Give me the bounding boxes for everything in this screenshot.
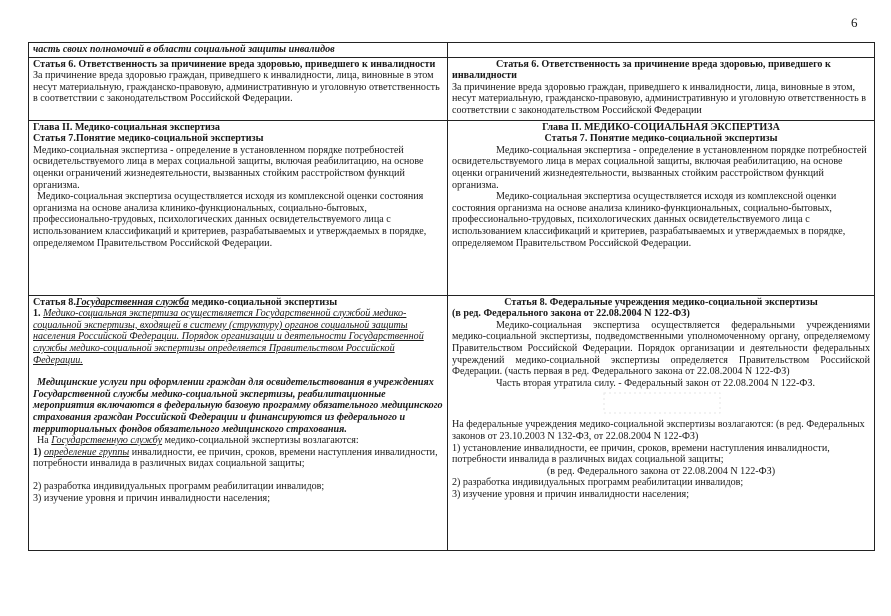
article-8-item-3-old: 3) изучение уровня и причин инвалидности населения; <box>33 492 271 504</box>
article-6-title-new: Статья 6. Ответственность за причинение вреда здоровью, приведшего к инвалидности <box>452 58 831 82</box>
article-8-item-1-new: 1) установление инвалидности, ее причин, сроков, времени наступления инвалидности, потребности инвалида в различных видах социальной защиты; <box>452 442 830 466</box>
cell-old-continuation <box>29 43 448 58</box>
article-8-p2-new: Часть вторая утратила силу. - Федеральный закон от 22.08.2004 N 122-ФЗ. <box>496 377 815 389</box>
article-8-p3-new: На федеральные учреждения медико-социальной экспертизы возлагаются: (в ред. Федеральных законов от 23.10.2003 N 132-ФЗ, от 22.08.2004 N 122-ФЗ) <box>452 419 865 442</box>
table-row <box>29 43 875 58</box>
article-7-p1-old: Медико-социальная экспертиза - определение в установленном порядке потребностей освидетельствуемого лица в мерах социальной защиты, включая реабилитацию, на основе оценки ограничений жизнедеятельности, вызванных стойким расстройством функций организма. <box>33 144 424 191</box>
table-row <box>29 57 875 120</box>
article-8-p2-old: Медицинские услуги при оформлении граждан для освидетельствования в учреждениях Государственной службы медико-социальной экспертизы, реабилитационные мероприятия включаются в федеральную базовую программу обязательного медицинского страхования граждан Российской Федерации и финансируются из федерального и территориальных фондов обязательного медицинского страхования. <box>33 377 443 435</box>
cell-new-continuation <box>448 43 875 58</box>
p3-start: На <box>37 435 52 447</box>
item-1-rest: инвалидности, ее причин, сроков, времени наступления инвалидности, потребности инвалида в различных видах социальной защиты; <box>33 446 438 470</box>
group-term: определение группы <box>43 446 130 458</box>
state-service-term: Государственную службу <box>51 435 163 447</box>
article-8-item-3-new: 3) изучение уровня и причин инвалидности населения; <box>452 488 690 500</box>
faded-stamp <box>452 389 870 419</box>
article-8-title-rest: медико-социальной экспертизы <box>188 296 338 308</box>
article-7-p2-new: Медико-социальная экспертиза осуществляется исходя из комплексной оценки состояния организма на основе анализа клинико-функциональных, социально-бытовых, профессионально-трудовых, психологических данных освидетельствуемого лица с использованием классификаций и критериев, разрабатываемых и утверждаемых в порядке, определяемом Правительством Российской Федерации. <box>452 191 846 249</box>
page-number: 6 <box>851 15 858 30</box>
spacer <box>33 366 443 377</box>
article-8-p3-old <box>33 435 443 447</box>
cell-old-article-6 <box>29 57 448 120</box>
p3-rest: медико-социальной экспертизы возлагаются: <box>162 435 359 447</box>
cell-new-article-8 <box>448 295 875 550</box>
table-row <box>29 295 875 550</box>
comparison-table <box>28 42 875 551</box>
item-number: 1. <box>33 308 44 320</box>
article-8-p1-old <box>33 308 443 366</box>
article-8-item-2-new: 2) разработка индивидуальных программ реабилитации инвалидов; <box>452 477 744 489</box>
article-7-title-old: Статья 7.Понятие медико-социальной экспертизы <box>33 133 264 145</box>
article-6-text-new: За причинение вреда здоровью граждан, приведшего к инвалидности, лица, виновные в этом, несут материальную, гражданско-правовую, административную и уголовную ответственность в соответствии с законодательством Российской Федерации <box>452 81 866 116</box>
cell-new-article-6 <box>448 57 875 120</box>
article-8-title-new: Статья 8. Федеральные учреждения медико-социальной экспертизы <box>504 296 818 308</box>
cell-new-chapter-2 <box>448 120 875 295</box>
item-number: 1) <box>33 446 44 458</box>
article-7-p2-old: Медико-социальная экспертиза осуществляется исходя из комплексной оценки состояния организма на основе анализа клинико-функциональных, социально-бытовых, профессионально-трудовых, психологических данных освидетельствуемого лица с использованием классификаций и критериев, разрабатываемых и утверждаемых в порядке, определяемом Правительством Российской Федерации. <box>33 191 427 249</box>
article-8-p1-text: Медико-социальная экспертиза осуществляется Государственной службой медико-социальной экспертизы, входящей в систему (структуру) органов социальной защиты населения Российской Федерации. Порядок организации и деятельности Государственной службы медико-социальной экспертизы определяется Правительством Российской Федерации. <box>33 308 424 366</box>
article-7-title-new: Статья 7. Понятие медико-социальной экспертизы <box>544 133 778 145</box>
stamp-mark-icon <box>602 389 722 417</box>
chapter-2-heading-old: Глава II. Медико-социальная экспертиза <box>33 121 220 133</box>
cell-old-chapter-2 <box>29 120 448 295</box>
article-8-title-old <box>33 297 443 309</box>
table-row <box>29 120 875 295</box>
article-6-title-old: Статья 6. Ответственность за причинение вреда здоровью, приведшего к инвалидности <box>33 58 436 70</box>
article-8-label: Статья 8. <box>33 296 76 308</box>
article-8-item-2-old: 2) разработка индивидуальных программ реабилитации инвалидов; <box>33 480 325 492</box>
article-8-item-1-old <box>33 447 443 470</box>
article-6-text-old: За причинение вреда здоровью граждан, приведшего к инвалидности, лица, виновные в этом несут материальную, гражданско-правовую, административную и уголовную ответственность в соответствии с законодательством Российской Федерации. <box>33 70 440 105</box>
article-7-p1-new: Медико-социальная экспертиза - определение в установленном порядке потребностей освидетельствуемого лица в мерах социальной защиты, включая реабилитацию, на основе оценки ограничений жизнедеятельности, вызванных стойким расстройством функций организма. <box>452 144 867 191</box>
state-service-term: Государственная служба <box>75 296 189 308</box>
article-8-p1-new: Медико-социальная экспертиза осуществляется федеральными учреждениями медико-социальной экспертизы, подведомственными уполномоченному органу, определяемому Правительством Российской Федерации. Порядок организации и деятельности федеральных учреждений медико-социальной экспертизы определяется Правительством Российской Федерации. (часть первая в ред. Федерального закона от 22.08.2004 N 122-ФЗ) <box>452 319 870 378</box>
chapter-2-heading-new: Глава II. МЕДИКО-СОЦИАЛЬНАЯ ЭКСПЕРТИЗА <box>542 121 780 133</box>
spacer <box>33 470 443 481</box>
continuation-text: часть своих полномочий в области социальной защиты инвалидов <box>33 44 335 55</box>
article-8-title-note-new: (в ред. Федерального закона от 22.08.2004 N 122-ФЗ) <box>452 308 690 320</box>
cell-old-article-8 <box>29 295 448 550</box>
article-8-item-1-note-new: (в ред. Федерального закона от 22.08.2004 N 122-ФЗ) <box>546 465 776 477</box>
